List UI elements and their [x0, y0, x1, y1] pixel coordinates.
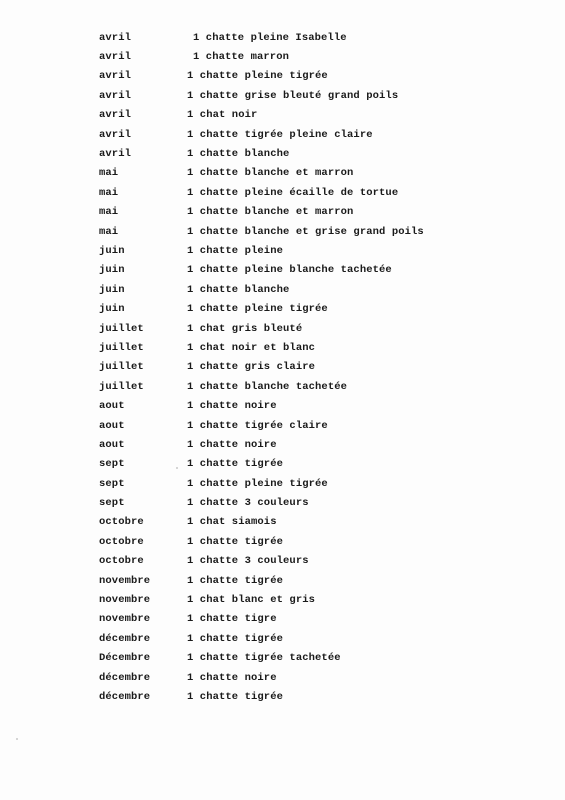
- list-item: [99, 396, 499, 415]
- cat-description: 1 chatte blanche tachetée: [187, 380, 348, 393]
- month-label: avril: [99, 128, 132, 141]
- list-item: [99, 532, 499, 551]
- month-label: juillet: [99, 380, 144, 393]
- month-label: mai: [99, 186, 119, 199]
- month-label: juin: [99, 264, 125, 277]
- list-item: [99, 241, 499, 260]
- list-item: [99, 125, 499, 144]
- cat-description: 1 chatte tigrée: [187, 535, 284, 548]
- cat-description: 1 chatte tigrée tachetée: [187, 652, 341, 665]
- month-label: aout: [99, 400, 125, 413]
- list-item: [99, 474, 499, 493]
- cat-list: [99, 28, 499, 707]
- cat-description: 1 chatte tigre: [187, 613, 277, 626]
- month-label: novembre: [99, 613, 151, 626]
- month-label: juin: [99, 244, 125, 257]
- list-item: [99, 455, 499, 474]
- list-item: [99, 144, 499, 163]
- month-label: aout: [99, 438, 125, 451]
- cat-description: 1 chat siamois: [187, 516, 277, 529]
- month-label: octobre: [99, 535, 144, 548]
- cat-description: 1 chat noir et blanc: [187, 341, 316, 354]
- list-item: [99, 590, 499, 609]
- cat-description: 1 chatte pleine écaille de tortue: [187, 186, 399, 199]
- cat-description: 1 chatte gris claire: [187, 361, 316, 374]
- month-label: décembre: [99, 671, 151, 684]
- cat-description: 1 chatte pleine tigrée: [187, 303, 328, 316]
- cat-description: 1 chatte pleine blanche tachetée: [187, 264, 392, 277]
- month-label: sept: [99, 497, 125, 510]
- cat-description: 1 chat noir: [187, 109, 258, 122]
- list-item: [99, 629, 499, 648]
- month-label: novembre: [99, 594, 151, 607]
- cat-description: 1 chatte pleine tigrée: [187, 70, 328, 83]
- list-item: [99, 47, 499, 66]
- list-item: [99, 493, 499, 512]
- month-label: avril: [99, 109, 132, 122]
- cat-description: 1 chatte grise bleuté grand poils: [187, 89, 399, 102]
- month-label: aout: [99, 419, 125, 432]
- cat-description: 1 chatte blanche et grise grand poils: [187, 225, 424, 238]
- month-label: juillet: [99, 341, 144, 354]
- month-label: sept: [99, 458, 125, 471]
- cat-description: 1 chatte 3 couleurs: [187, 555, 309, 568]
- cat-description: 1 chatte tigrée: [187, 574, 284, 587]
- list-item: [99, 183, 499, 202]
- cat-description: 1 chatte tigrée: [187, 458, 284, 471]
- month-label: avril: [99, 51, 132, 64]
- list-item: [99, 610, 499, 629]
- list-item: [99, 106, 499, 125]
- list-item: [99, 261, 499, 280]
- cat-description: 1 chatte blanche: [187, 283, 290, 296]
- month-label: octobre: [99, 555, 144, 568]
- cat-description: 1 chatte blanche et marron: [187, 206, 354, 219]
- month-label: Décembre: [99, 652, 151, 665]
- month-label: novembre: [99, 574, 151, 587]
- month-label: mai: [99, 206, 119, 219]
- cat-description: 1 chatte blanche: [187, 148, 290, 161]
- month-label: mai: [99, 225, 119, 238]
- cat-description: 1 chatte noire: [187, 438, 277, 451]
- list-item: [99, 338, 499, 357]
- month-label: avril: [99, 148, 132, 161]
- month-label: juillet: [99, 322, 144, 335]
- cat-description: 1 chat gris bleuté: [187, 322, 303, 335]
- list-item: [99, 222, 499, 241]
- list-item: [99, 203, 499, 222]
- list-item: [99, 687, 499, 706]
- list-item: [99, 649, 499, 668]
- month-label: avril: [99, 70, 132, 83]
- list-item: [99, 164, 499, 183]
- list-item: [99, 416, 499, 435]
- list-item: [99, 280, 499, 299]
- list-item: [99, 513, 499, 532]
- list-item: [99, 28, 499, 47]
- cat-description: 1 chatte pleine: [187, 244, 284, 257]
- month-label: juin: [99, 283, 125, 296]
- month-label: juin: [99, 303, 125, 316]
- month-label: avril: [99, 31, 132, 44]
- list-item: [99, 319, 499, 338]
- scan-speck: [176, 467, 178, 469]
- list-item: [99, 552, 499, 571]
- cat-description: 1 chatte tigrée claire: [187, 419, 328, 432]
- cat-description: 1 chatte blanche et marron: [187, 167, 354, 180]
- cat-description: 1 chat blanc et gris: [187, 594, 316, 607]
- list-item: [99, 86, 499, 105]
- month-label: juillet: [99, 361, 144, 374]
- list-item: [99, 67, 499, 86]
- cat-description: 1 chatte marron: [193, 51, 290, 64]
- list-item: [99, 299, 499, 318]
- month-label: sept: [99, 477, 125, 490]
- month-label: décembre: [99, 690, 151, 703]
- cat-description: 1 chatte tigrée: [187, 632, 284, 645]
- list-item: [99, 435, 499, 454]
- month-label: mai: [99, 167, 119, 180]
- cat-description: 1 chatte noire: [187, 671, 277, 684]
- cat-description: 1 chatte tigrée: [187, 690, 284, 703]
- cat-description: 1 chatte pleine tigrée: [187, 477, 328, 490]
- cat-description: 1 chatte 3 couleurs: [187, 497, 309, 510]
- month-label: octobre: [99, 516, 144, 529]
- cat-description: 1 chatte noire: [187, 400, 277, 413]
- list-item: [99, 571, 499, 590]
- scan-speck: [16, 738, 18, 740]
- list-item: [99, 668, 499, 687]
- cat-description: 1 chatte tigrée pleine claire: [187, 128, 373, 141]
- list-item: [99, 358, 499, 377]
- month-label: avril: [99, 89, 132, 102]
- month-label: décembre: [99, 632, 151, 645]
- cat-description: 1 chatte pleine Isabelle: [193, 31, 347, 44]
- list-item: [99, 377, 499, 396]
